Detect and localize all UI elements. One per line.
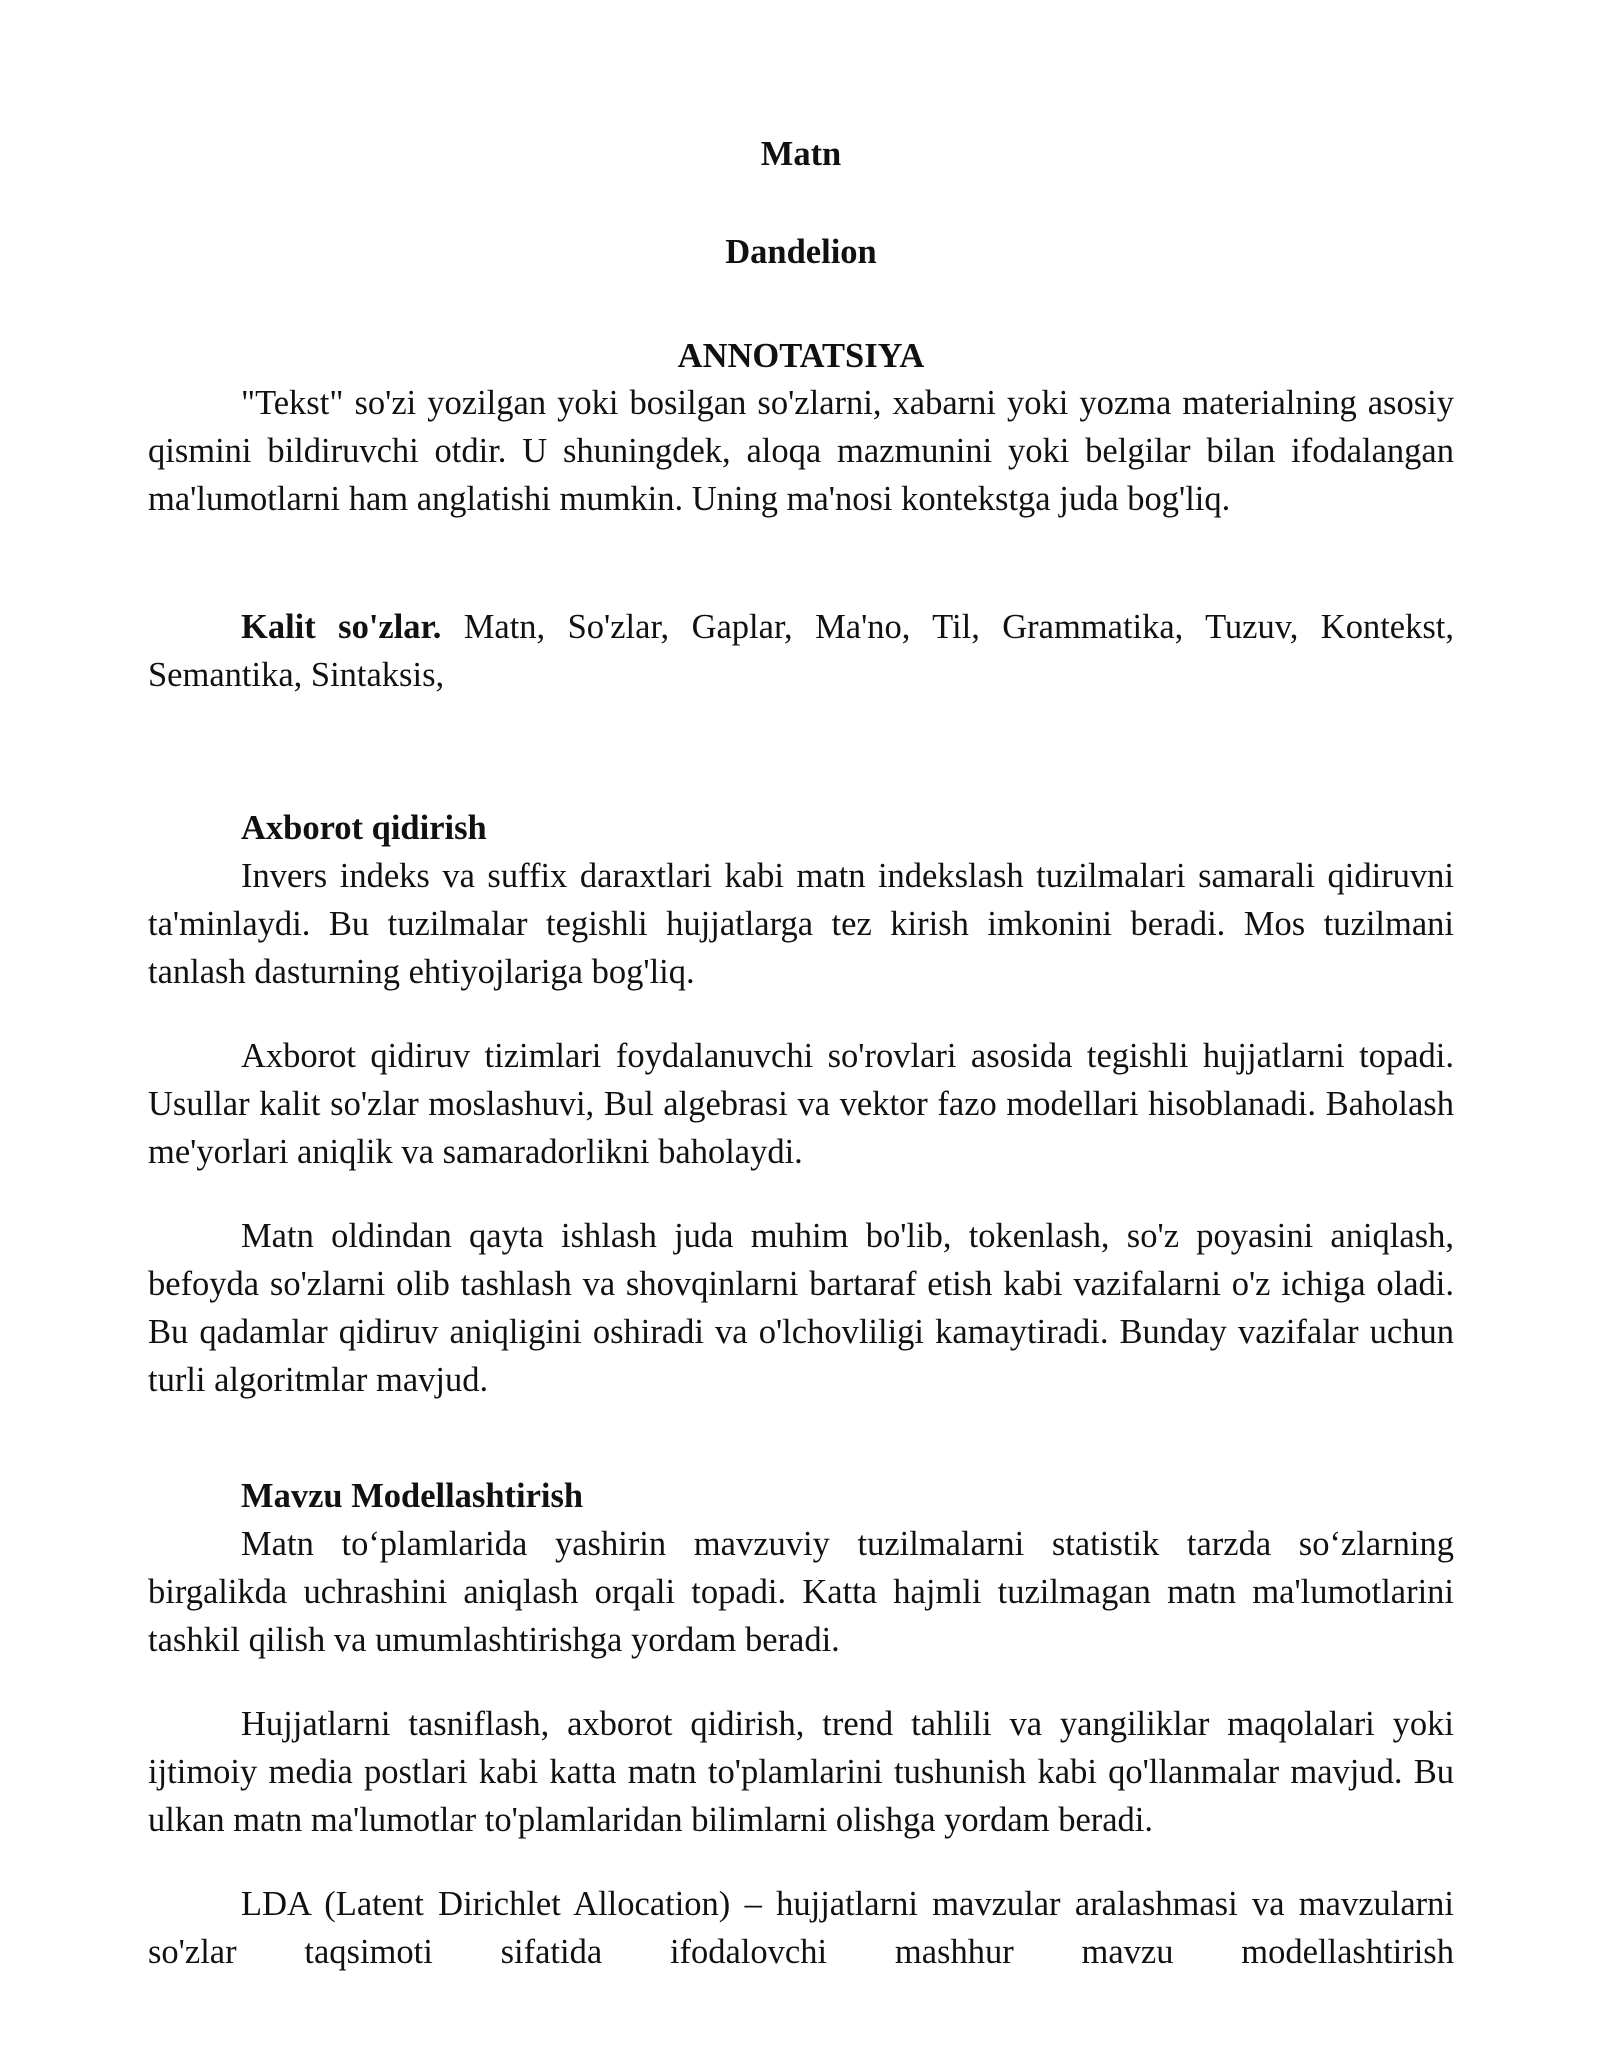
paragraph: Invers indeks va suffix daraxtlari kabi matn indekslash tuzilmalari samarali qidiruvni ta'minlaydi. Bu tuzilmalar tegishli hujjatlarga tez kirish imkonini beradi. Mos tuzilmani tanlash dasturning ehtiyojlariga bog'liq. [148,857,1454,991]
section-heading-topic-modeling: Mavzu Modellashtirish [241,1477,584,1515]
section-heading-information-retrieval: Axborot qidirish [241,809,487,847]
paragraph: Axborot qidiruv tizimlari foydalanuvchi so'rovlari asosida tegishli hujjatlarni topadi. Usullar kalit so'zlar moslashuvi, Bul algebrasi va vektor fazo modellari hisoblanadi. Baholash me'yorlari aniqlik va samaradorlikni baholaydi. [148,1037,1454,1171]
paragraph: Matn to‘plamlarida yashirin mavzuviy tuzilmalarni statistik tarzda so‘zlarning birgalikda uchrashini aniqlash orqali topadi. Katta hajmli tuzilmagan matn ma'lumotlarini tashkil qilish va umumlashtirishga yordam beradi. [148,1525,1454,1659]
document-subtitle: Dandelion [725,233,877,271]
paragraph: Hujjatlarni tasniflash, axborot qidirish, trend tahlili va yangiliklar maqolalari yoki ijtimoiy media postlari kabi katta matn to'plamlarini tushunish kabi qo'llanmalar mavjud. Bu ulkan matn ma'lumotlar to'plamlaridan bilimlarni olishga yordam beradi. [148,1705,1454,1839]
document-page [148,0,1454,2070]
annotation-paragraph: "Tekst" so'zi yozilgan yoki bosilgan so'zlarni, xabarni yoki yozma materialning asosiy qismini bildiruvchi otdir. U shuningdek, aloqa mazmunini yoki belgilar bilan ifodalangan ma'lumotlarni ham anglatishi mumkin. Uning ma'nosi kontekstga juda bog'liq. [148,384,1454,518]
annotation-heading: ANNOTATSIYA [677,337,925,375]
keywords-list: Matn, So'zlar, Gaplar, Ma'no, Til, Grammatika, Tuzuv, Kontekst, Semantika, Sintaksis, [148,608,1454,694]
keywords-label: Kalit so'zlar. [241,608,442,646]
keywords-paragraph [148,603,1454,699]
paragraph: Matn oldindan qayta ishlash juda muhim bo'lib, tokenlash, so'z poyasini aniqlash, befoyda so'zlarni olib tashlash va shovqinlarni bartaraf etish kabi vazifalarni o'z ichiga oladi. Bu qadamlar qidiruv aniqligini oshiradi va o'lchovliligi kamaytiradi. Bunday vazifalar uchun turli algoritmlar mavjud. [148,1217,1454,1399]
document-title: Matn [760,135,842,173]
paragraph: LDA (Latent Dirichlet Allocation) – hujjatlarni mavzular aralashmasi va mavzularni so'zlar taqsimoti sifatida ifodalovchi mashhur mavzu modellashtirish [148,1885,1454,1971]
